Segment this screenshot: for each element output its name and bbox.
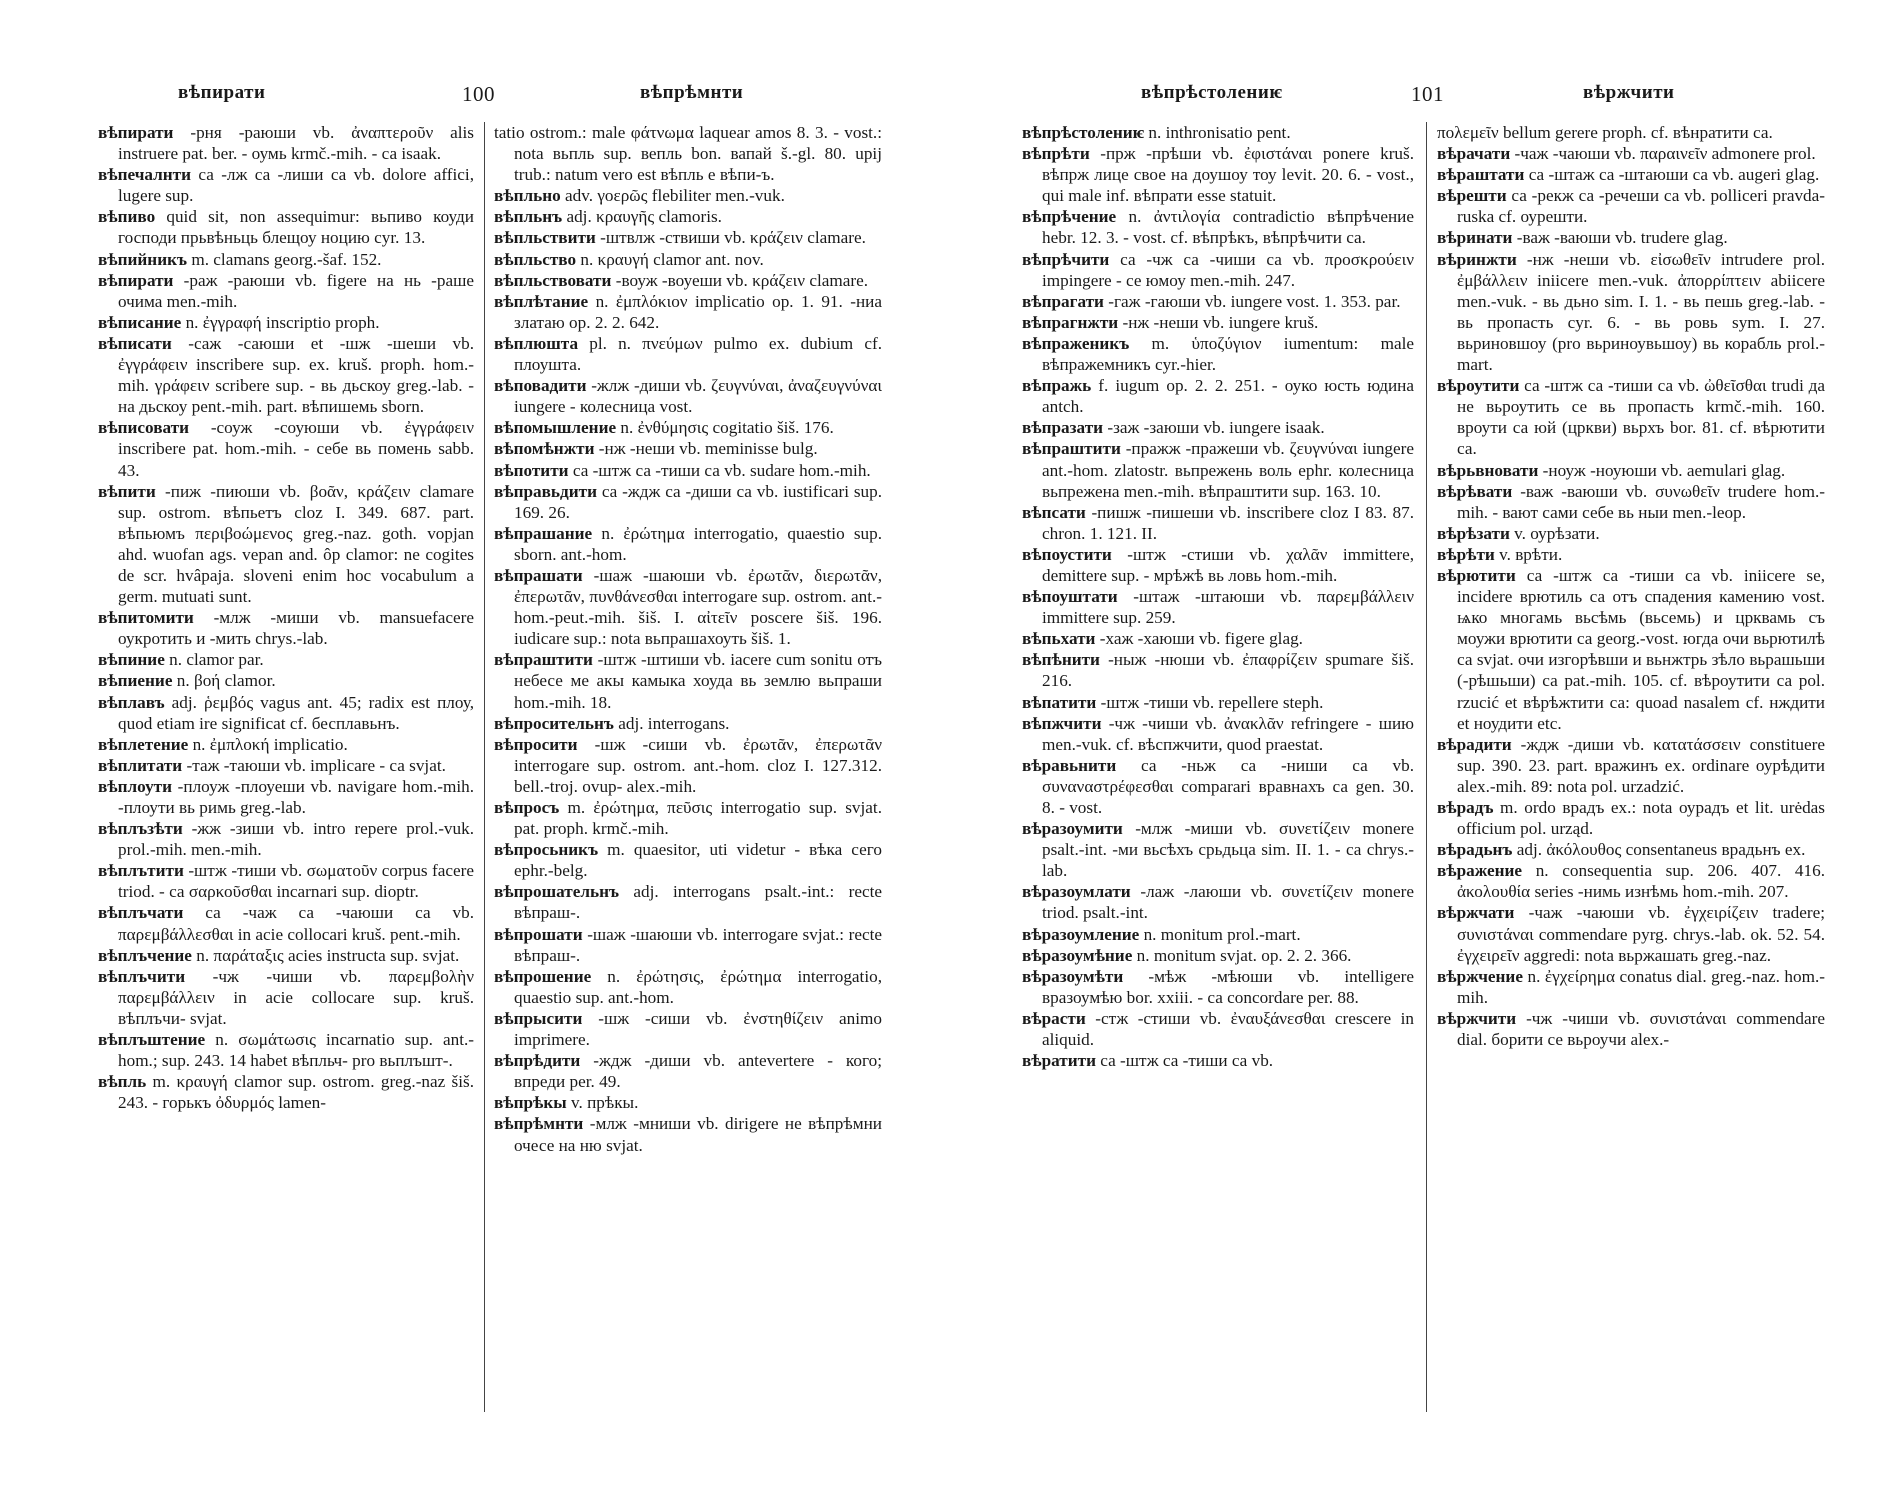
left-header-guideword-last: вѣпрѣмнти <box>640 82 744 103</box>
dictionary-entry: вѣрютити са -штж са -тиши са vb. iniicere se, incidere врютиль са отъ спадения камению vost. ѩко многамь вьсѣмь (вьсемь) и црквамь съ моужи врютити са georg.-vost. югда очи вьрютилѣ са svjat. очи изгорѣвши и вьнжтрь зѣло вьрашьши (-рѣшьши) са pat.-mih. 105. cf. вѣроутити са pol. rzucić et вѣрѣжтити са: quoad nasalem cf. нждити et ноудити etc. <box>1437 565 1825 733</box>
dictionary-entry: вѣпросительнъ adj. interrogans. <box>494 713 730 733</box>
dictionary-entry: вѣржчити -чж -чиши vb. συνιστάναι commendare dial. борити се вьроучи alex.- <box>1437 1008 1825 1050</box>
dictionary-entry: вѣплюшта pl. n. πνεύμων pulmo ex. dubium cf. плоушта. <box>494 333 882 375</box>
column-divider <box>484 122 485 1412</box>
dictionary-entry: вѣпрошение n. ἐρώτησις, ἐρώτημα interrogatio, quaestio sup. ant.-hom. <box>494 966 882 1007</box>
dictionary-entry: вѣроутити са -штж са -тиши са vb. ὠθεῖσθαι trudi да не вьроутить се вь пропасть krmč.-mih. 160. вроути са юй (цркви) вьрхъ bor. 81. cf. вѣрютити са. <box>1437 376 1825 459</box>
dictionary-entry: вѣпрагати -гаж -гаюши vb. iungere vost. 1. 353. par. <box>1022 291 1401 311</box>
dictionary-entry: вѣпрашание n. ἐρώτημα interrogatio, quaestio sup. sborn. ant.-hom. <box>494 523 882 564</box>
dictionary-entry: вѣпльствовати -воуж -воуеши vb. κράζειν clamare. <box>494 270 869 290</box>
dictionary-entry: вѣпль m. κραυγή clamor sup. ostrom. greg.-naz šiš. 243. - горькъ ὀδυρμός lamen- <box>98 1072 474 1113</box>
dictionary-entry: вѣразоумѣти -мѣж -мѣюши vb. intelligere вразоумѣю bor. xxiii. - са concordare per. 88. <box>1022 966 1414 1007</box>
dictionary-entry: вѣражение n. consequentia sup. 206. 407. 416. ἀκολουθία series -нимь изнѣмь hom.-mih. 207. <box>1437 861 1825 902</box>
dictionary-entry: вѣпросъ m. ἐρώτημα, πεῦσις interrogatio sup. svjat. pat. proph. krmč.-mih. <box>494 798 882 839</box>
dictionary-entry: tatio ostrom.: male φάτνωμα laquear amos 8. 3. - vost.: nota вьпль sup. вепль bon. вапай š.-gl. 80. upij trub.: natum vero est вѣпль е вѣпи-ъ. <box>494 123 882 185</box>
left-page-header <box>0 82 951 112</box>
dictionary-entry: вѣринжти -нж -неши vb. εἰσωθεῖν intrudere prol. ἐμβάλλειν iniicere men.-vuk. ἀπορρίπτειν abiicere men.-vuk. - вь дьно sim. I. 1. - вь пешь greg.-lab. - вь пропасть cyr. 6. - вь ровь sym. I. 27. вьриновшоу (pro вьриноувьшоу) вь корабль prol.-mart. <box>1437 249 1825 375</box>
dictionary-entry: вѣпросити -шж -сиши vb. ἐρωτᾶν, ἐπερωτᾶν interrogare sup. ostrom. ant.-hom. cloz I. 127.312. bell.-troj. ovup- alex.-mih. <box>494 734 882 796</box>
dictionary-entry: вѣплъштение n. σωμάτωσις incarnatio sup. ant.-hom.; sup. 243. 14 habet вѣпльч- pro вьплъшт-. <box>98 1030 474 1071</box>
dictionary-entry: вѣпрашати -шаж -шаюши vb. ἐρωτᾶν, διερωτᾶν, ἐπερωτᾶν, πυνθάνεσθαι interrogare sup. ostrom. ant.-hom.-peut.-mih. šiš. I. αἰτεῖν poscere šiš. 196. iudicare sup.: nota вьпрашахоуть šiš. 1. <box>494 565 882 649</box>
dictionary-entry: вѣписовати -соуж -соуюши vb. ἐγγράφειν inscribere pat. hom.-mih. - себе вь помень sabb. 43. <box>98 418 474 480</box>
dictionary-entry: вѣпльно adv. γοερῶς flebiliter men.-vuk. <box>494 186 785 206</box>
dictionary-entry: вѣплетение n. ἐμπλοκή implicatio. <box>98 734 348 754</box>
dictionary-entry: вѣпиво quid sit, non assequimur: вьпиво коуди господи прьвѣньць блещоу ноцию cyr. 13. <box>98 207 474 248</box>
dictionary-entry: вѣпрѣти -прж -прѣши vb. ἐφιστάναι ponere kruš. вѣпрж лице свое на доушоу тоу levit. 20. 6. - vost., qui male inf. вѣпрати esse statuit. <box>1022 144 1414 206</box>
dictionary-entry: вѣпраштити -пражж -пражеши vb. ζευγνύναι iungere ant.-hom. zlatostr. вьпрежень воль ephr. колесница вьпрежена men.-mih. вѣпраштити sup. 163. 10. <box>1022 439 1414 501</box>
dictionary-entry: вѣпраженикъ m. ὑποζύγιον iumentum: male вѣпражемникъ cyr.-hier. <box>1022 333 1414 375</box>
dictionary-entry: вѣпоуштати -штаж -штаюши vb. παρεμβάλλειν immittere sup. 259. <box>1022 587 1414 628</box>
dictionary-entry: вѣпьхати -хаж -хаюши vb. figere glag. <box>1022 629 1303 649</box>
dictionary-entry: вѣпрагнжти -нж -неши vb. iungere kruš. <box>1022 312 1319 332</box>
dictionary-entry: вѣпити -пиж -пиюши vb. βοᾶν, κράζειν clamare sup. ostrom. вѣпьетъ cloz I. 349. 687. part. вѣпьюмъ περιβοώμενος greg.-naz. goth. vopjan ahd. wuofan ags. vepan and. ôp clamor: ne cogites de scr. hvâpaja. sloveni enim hoc vocabulum a germ. mutuati sunt. <box>98 481 474 607</box>
dictionary-entry: вѣрѣти v. врѣти. <box>1437 544 1563 564</box>
right-page-column-1 <box>1022 122 1414 1472</box>
dictionary-entry: вѣпрѣдити -ждж -диши vb. antevertere - кого; впреди per. 49. <box>494 1051 882 1092</box>
dictionary-entry: вѣржчение n. ἐγχείρημα conatus dial. greg.-naz. hom.-mih. <box>1437 966 1825 1007</box>
dictionary-entry: вѣписати -саж -саюши et -шж -шеши vb. ἐγγράφειν inscribere sup. ex. kruš. proph. hom.-mih. γράφειν scribere sup. - вь дьскоу greg.-lab. - на дьскоу pent.-mih. part. вѣпишемь sborn. <box>98 333 474 417</box>
dictionary-entry: вѣразоумѣние n. monitum svjat. op. 2. 2. 366. <box>1022 945 1352 965</box>
column-divider <box>1426 122 1427 1412</box>
dictionary-entry: вѣпомѣнжти -нж -неши vb. meminisse bulg. <box>494 439 818 459</box>
left-page-column-1 <box>98 122 474 1472</box>
dictionary-entry: вѣржчати -чаж -чаюши vb. ἐγχειρίζειν tradere; συνιστάναι commendare pyrg. chrys.-lab. ok. 52. 54. ἐγχειρεῖν aggredi: nota вьржашать greg.-naz. <box>1437 903 1825 965</box>
left-header-guideword-first: вѣпирати <box>178 82 266 103</box>
dictionary-entry: вѣпирати -рня -раюши vb. ἀναπτεροῦν alis instruere pat. ber. - оумь krmč.-mih. - са isaak. <box>98 123 474 164</box>
dictionary-entry: вѣписание n. ἐγγραφή inscriptio proph. <box>98 312 380 332</box>
dictionary-entry: вѣплъчати са -чаж са -чаюши са vb. παρεμβάλλεσθαι in acie collocari kruš. pent.-mih. <box>98 903 474 944</box>
right-header-guideword-first: вѣпрѣстолениѥ <box>1141 82 1283 103</box>
dictionary-entry: вѣплѣтание n. ἐμπλόκιον implicatio op. 1. 91. -ниа златаю op. 2. 2. 642. <box>494 291 882 332</box>
dictionary-entry: вѣпражь f. iugum op. 2. 2. 251. - оуко юсть юдина antch. <box>1022 376 1414 417</box>
dictionary-entry: вѣпльствити -штвлж -ствиши vb. κράζειν clamare. <box>494 228 866 248</box>
dictionary-entry: вѣрьвновати -ноуж -ноуюши vb. aemulari glag. <box>1437 460 1786 480</box>
dictionary-entry: вѣрасти -стж -стиши vb. ἐναυξάνεσθαι crescere in aliquid. <box>1022 1008 1414 1050</box>
dictionary-entry: вѣратити са -штж са -тиши са vb. <box>1022 1051 1274 1071</box>
dictionary-entry: вѣравьнити са -ньж са -ниши са vb. συναναστρέφεσθαι comparari вравнахъ са gen. 30. 8. - vost. <box>1022 755 1414 817</box>
dictionary-entry: вѣпльство n. κραυγή clamor ant. nov. <box>494 249 764 269</box>
right-page-header <box>951 82 1902 112</box>
dictionary-entry: вѣпжчити -чж -чиши vb. ἀνακλᾶν refringere - шию men.-vuk. cf. вѣспжчити, quod praestat. <box>1022 713 1414 754</box>
dictionary-entry: вѣринати -важ -ваюши vb. trudere glag. <box>1437 228 1728 248</box>
dictionary-entry: вѣплъчение n. παράταξις acies instructa sup. svjat. <box>98 945 460 965</box>
dictionary-entry: вѣповадити -жлж -диши vb. ζευγνύναι, ἀναζευγνύναι iungere - колесница vost. <box>494 376 882 417</box>
dictionary-entry: вѣпомышление n. ἐνθύμησις cogitatio šiš. 176. <box>494 418 834 438</box>
dictionary-entry: вѣпрѣкы v. прѣкы. <box>494 1093 639 1113</box>
right-page-number: 101 <box>1411 82 1444 106</box>
dictionary-entry: вѣпиние n. clamor par. <box>98 650 264 670</box>
right-page-column-2 <box>1437 122 1825 1472</box>
dictionary-entry: вѣпльнъ adj. κραυγῆς clamoris. <box>494 207 722 227</box>
dictionary-entry: вѣплавъ adj. ῥεμβός vagus ant. 45; radix est плоу, quod etiam ire significat cf. бесплавьнъ. <box>98 692 474 733</box>
dictionary-entry: вѣразоумлати -лаж -лаюши vb. συνετίζειν monere triod. psalt.-int. <box>1022 882 1414 923</box>
dictionary-entry: вѣплътити -штж -тиши vb. σωματοῦν corpus facere triod. - са σαρκοῦσθαι incarnari sup. dioptr. <box>98 861 474 902</box>
dictionary-entry: вѣплоути -плоуж -плоуеши vb. navigare hom.-mih. -плоути вь римь greg.-lab. <box>98 776 474 817</box>
dictionary-entry: вѣпоустити -штж -стиши vb. χαλᾶν immittere, demittere sup. - мрѣжѣ вь ловь hom.-mih. <box>1022 544 1414 585</box>
dictionary-entry: вѣплъчити -чж -чиши vb. παρεμβολὴν παρεμβάλλειν in acie collocare sup. kruš. вѣплъчи- svjat. <box>98 966 474 1028</box>
dictionary-entry: вѣрешти са -рекж са -речеши са vb. polliceri pravda-ruska cf. оурешти. <box>1437 186 1825 227</box>
dictionary-entry: вѣрадьнъ adj. ἀκόλουθος consentaneus врадьнъ ex. <box>1437 840 1806 860</box>
dictionary-entry: вѣпраштити -штж -штиши vb. iacere cum sonitu отъ небесе ме акы камыка хоуда вь землю вьпраши hom.-mih. 18. <box>494 650 882 712</box>
dictionary-entry: вѣпийникъ m. clamans georg.-šaf. 152. <box>98 249 382 269</box>
dictionary-entry: вѣпрѣчити са -чж са -чиши са vb. προσκρούειν impingere - се юмоу men.-mih. 247. <box>1022 249 1414 290</box>
dictionary-entry: πολεμεῖν bellum gerere proph. cf. вѣнратити са. <box>1437 123 1773 142</box>
dictionary-entry: вѣпирати -раж -раюши vb. figere на нь -раше очима men.-mih. <box>98 270 474 311</box>
dictionary-entry: вѣрѣвати -важ -ваюши vb. συνωθεῖν trudere hom.-mih. - вают сами себе вь ныи men.-leop. <box>1437 481 1825 522</box>
dictionary-entry: вѣраштати са -штаж са -штаюши са vb. augeri glag. <box>1437 165 1820 185</box>
dictionary-entry: вѣпсати -пишж -пишеши vb. inscribere cloz I 83. 87. chron. 1. 121. II. <box>1022 502 1414 543</box>
left-page-number: 100 <box>462 82 495 106</box>
dictionary-entry: вѣпотити са -штж са -тиши са vb. sudare hom.-mih. <box>494 460 871 480</box>
dictionary-entry: вѣразоумити -млж -миши vb. συνετίζειν monere psalt.-int. -ми вьсѣхъ срьдьца sim. II. 1. - са chrys.-lab. <box>1022 819 1414 881</box>
dictionary-entry: вѣрачати -чаж -чаюши vb. παραινεῖν admonere prol. <box>1437 144 1816 164</box>
dictionary-entry: вѣпатити -штж -тиши vb. repellere steph. <box>1022 692 1324 712</box>
dictionary-entry: вѣпиение n. βοή clamor. <box>98 671 276 691</box>
right-page <box>951 0 1902 1500</box>
dictionary-entry: вѣпразати -заж -заюши vb. iungere isaak. <box>1022 418 1325 438</box>
dictionary-entry: вѣпитомити -млж -миши vb. mansuefacere оукротить и -мить chrys.-lab. <box>98 608 474 649</box>
dictionary-entry: вѣпрѣмнти -млж -мниши vb. dirigere не вѣпрѣмни очесе на ню svjat. <box>494 1114 882 1155</box>
dictionary-entry: вѣпѣнити -ныж -нюши vb. ἐπαφρίζειν spumare šiš. 216. <box>1022 650 1414 691</box>
dictionary-entry: вѣплитати -таж -таюши vb. implicare - са svjat. <box>98 755 446 775</box>
dictionary-entry: вѣрадъ m. ordo врадъ ex.: nota оурадъ et lit. urėdas officium pol. urząd. <box>1437 798 1825 839</box>
dictionary-entry: вѣрѣзати v. оурѣзати. <box>1437 523 1600 543</box>
dictionary-entry: вѣпрошательнъ adj. interrogans psalt.-int.: recte вѣпраш-. <box>494 882 882 923</box>
dictionary-entry: вѣразоумление n. monitum prol.-mart. <box>1022 924 1301 944</box>
dictionary-entry: вѣпечалнти са -лж са -лиши са vb. dolore affici, lugere sup. <box>98 165 474 206</box>
dictionary-entry: вѣпрѣстолениѥ n. inthronisatio pent. <box>1022 123 1291 142</box>
dictionary-entry: вѣпрошати -шаж -шаюши vb. interrogare svjat.: recte вѣпраш-. <box>494 924 882 965</box>
dictionary-entry: вѣрадити -ждж -диши vb. κατατάσσειν constituere sup. 390. 23. part. вражинъ ex. ordinare оурѣдити alex.-mih. 89: nota pol. urzadzić. <box>1437 734 1825 796</box>
dictionary-entry: вѣправьдити са -ждж са -диши са vb. iustificari sup. 169. 26. <box>494 481 882 522</box>
left-page-column-2 <box>494 122 882 1472</box>
dictionary-entry: вѣпросьникъ m. quaesitor, uti videtur - вѣка сего ephr.-belg. <box>494 840 882 881</box>
dictionary-entry: вѣпрысити -шж -сиши vb. ἐνστηθίζειν animo imprimere. <box>494 1008 882 1050</box>
dictionary-entry: вѣплъзѣти -жж -зиши vb. intro repere prol.-vuk. prol.-mih. men.-mih. <box>98 819 474 860</box>
right-header-guideword-last: вѣржчити <box>1583 82 1675 103</box>
dictionary-entry: вѣпрѣчение n. ἀντιλογία contradictio вѣпрѣчение hebr. 12. 3. - vost. cf. вѣпрѣкъ, вѣпрѣчити са. <box>1022 207 1414 248</box>
